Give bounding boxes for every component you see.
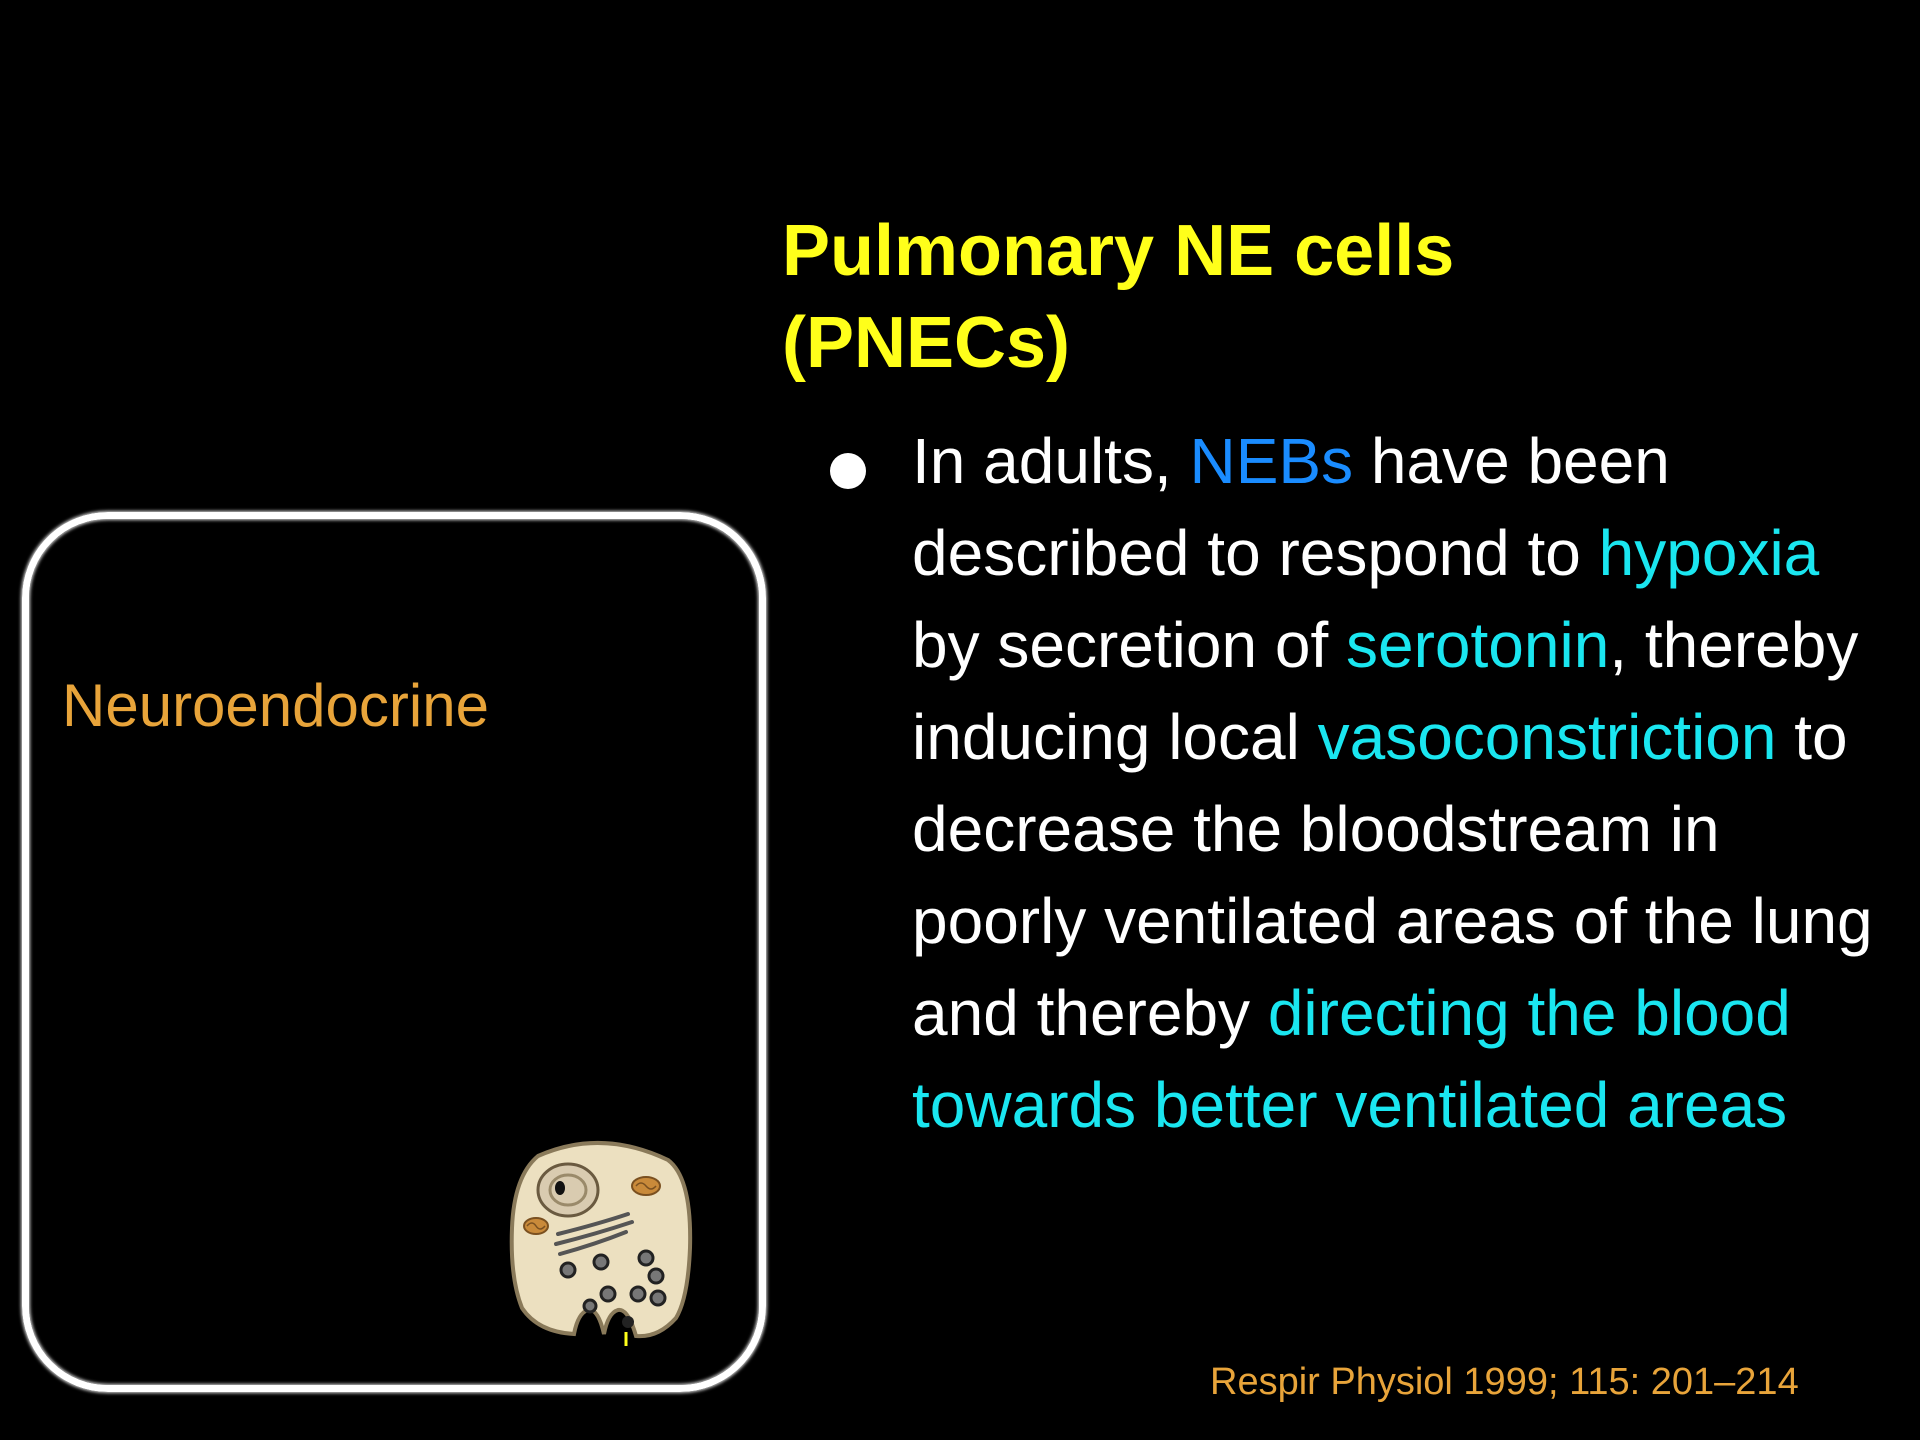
bullet-text-segment: In adults, xyxy=(912,425,1190,497)
highlight-vasoconstriction: vasoconstriction xyxy=(1317,701,1777,773)
panel-label: Neuroendocrine xyxy=(62,672,489,739)
slide-title-line-2: (PNECs) xyxy=(782,303,1071,383)
highlight-serotonin: serotonin xyxy=(1346,609,1610,681)
bullet-text-segment: , thereby inducing local xyxy=(912,609,1859,773)
highlight-hypoxia: hypoxia xyxy=(1598,517,1820,589)
bullet-text-segment: to decrease the bloodstream in poorly ventilated areas of the lung and thereby xyxy=(912,701,1873,1049)
citation: Respir Physiol 1999; 115: 201–214 xyxy=(1210,1361,1799,1403)
neuroendocrine-cell-icon xyxy=(508,1138,694,1348)
bullet-text-segment: by secretion of xyxy=(912,609,1346,681)
highlight-nebs: NEBs xyxy=(1189,425,1354,497)
nucleus xyxy=(538,1164,598,1216)
highlight-directing-blood: directing the blood towards better ventilated areas xyxy=(912,977,1791,1141)
bullet-text xyxy=(912,415,1902,1151)
bullet-dot-icon xyxy=(830,453,866,489)
bullet-text-segment: have been described to respond to xyxy=(912,425,1670,589)
slide-title xyxy=(782,205,1882,389)
slide-title-line-1: Pulmonary NE cells xyxy=(782,211,1455,291)
